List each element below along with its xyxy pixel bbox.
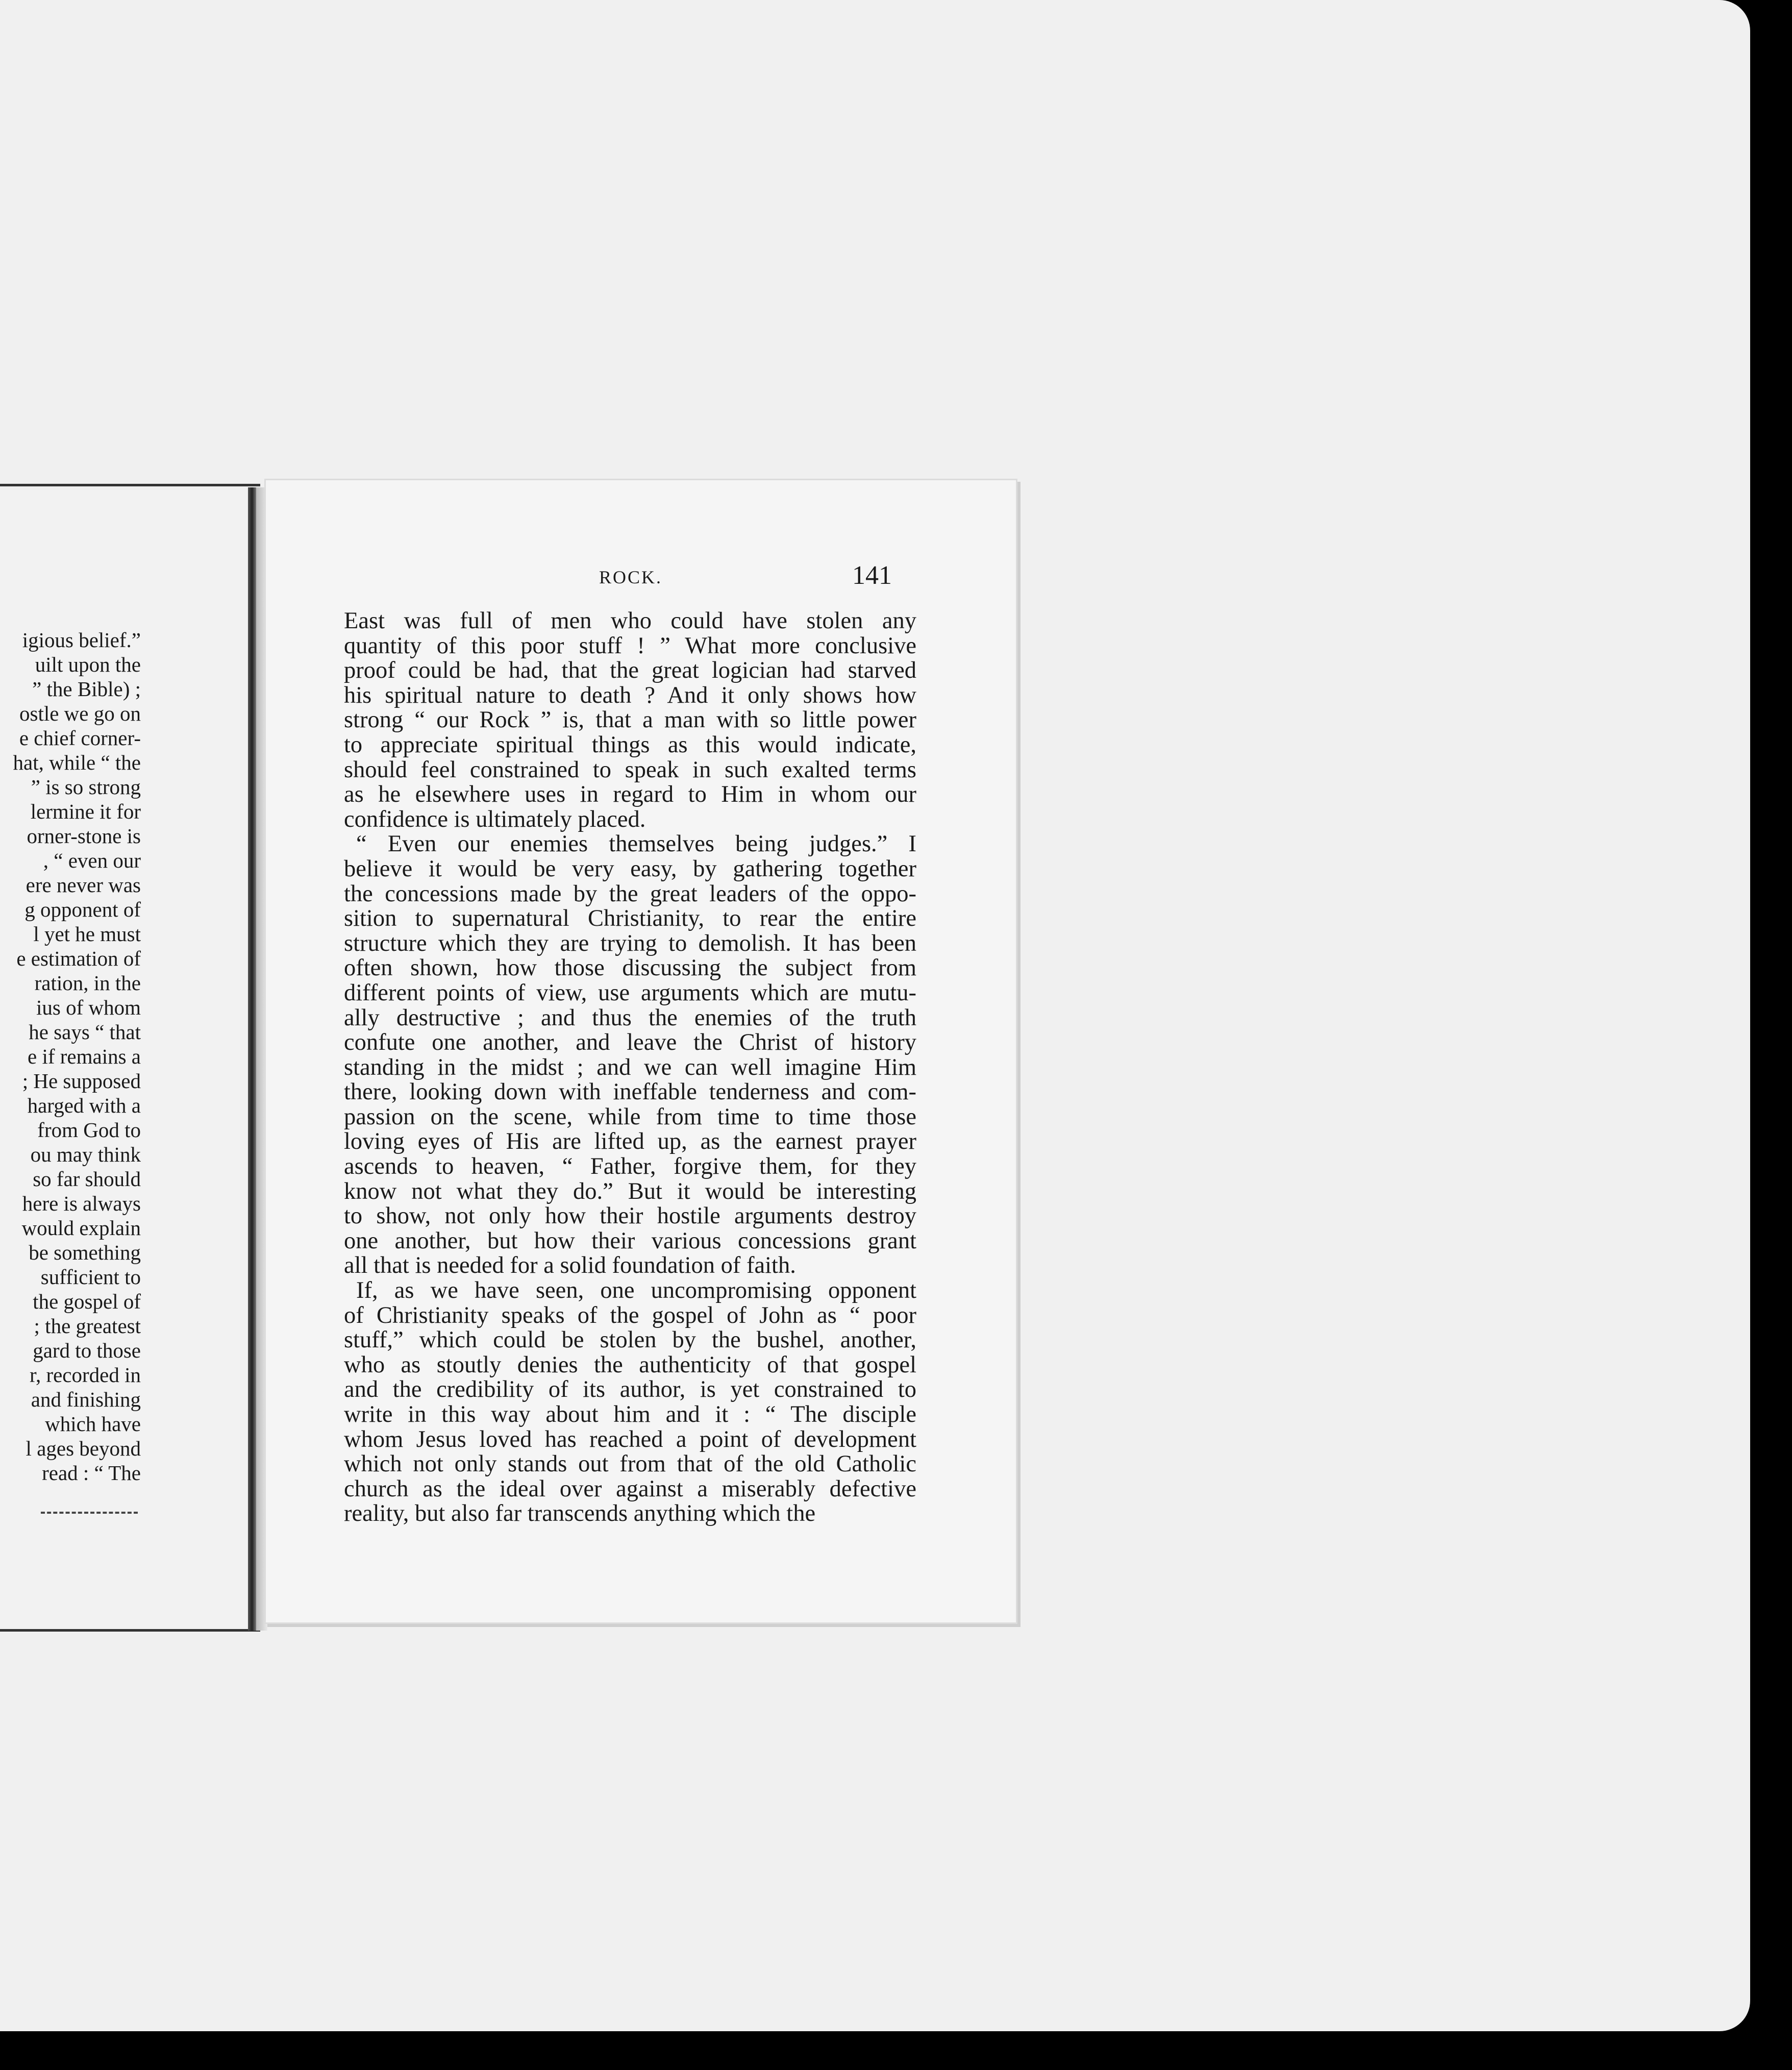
text-line: should feel constrained to speak in such exalted terms [344, 756, 916, 783]
text-line: church as the ideal over against a miserably defective [344, 1475, 916, 1502]
book-spine [248, 487, 256, 1631]
left-text-line: lermine it for [30, 800, 141, 823]
left-text-line: harged with a [27, 1094, 141, 1117]
left-text-line: ou may think [30, 1143, 141, 1166]
body-text [344, 609, 916, 1526]
text-line: confute one another, and leave the Christ of history [344, 1029, 916, 1056]
left-text-line: , “ even our [43, 849, 141, 872]
left-text-line: r, recorded in [29, 1363, 141, 1387]
text-line: East was full of men who could have stolen any [344, 608, 916, 634]
text-line: proof could be had, that the great logician had starved [344, 657, 916, 684]
left-text-line: igious belief.” [22, 628, 141, 652]
left-text-line: e chief corner- [19, 726, 141, 750]
left-text-line: l ages beyond [26, 1437, 141, 1460]
text-line: write in this way about him and it : “ The disciple [344, 1401, 916, 1427]
text-line: whom Jesus loved has reached a point of development [344, 1426, 916, 1452]
left-page-fragment [0, 490, 248, 1628]
text-line: as he elsewhere uses in regard to Him in whom our [344, 781, 916, 808]
left-text-line: uilt upon the [35, 653, 141, 676]
left-text-line: e if remains a [28, 1045, 141, 1068]
left-text-line: he says “ that [29, 1020, 141, 1044]
left-text-line: ; He supposed [22, 1069, 141, 1093]
left-text-line: hat, while “ the [13, 751, 141, 774]
running-title: ROCK. [599, 567, 663, 587]
left-text-line: ius of whom [36, 996, 141, 1019]
text-line: often shown, how those discussing the subject from [344, 955, 916, 981]
text-line: “ Even our enemies themselves being judges.” I [356, 831, 916, 857]
left-text-line: and finishing [31, 1388, 141, 1411]
text-line: different points of view, use arguments which are mutu- [344, 979, 916, 1006]
text-line: standing in the midst ; and we can well imagine Him [344, 1054, 916, 1080]
text-line: passion on the scene, while from time to time those [344, 1103, 916, 1130]
text-line: which not only stands out from that of the old Catholic [344, 1451, 916, 1477]
left-page-bottom-rule [41, 1512, 138, 1516]
text-line: quantity of this poor stuff ! ” What more conclusive [344, 632, 916, 659]
text-line: one another, but how their various concessions grant [344, 1227, 916, 1254]
text-line: of Christianity speaks of the gospel of John as “ poor [344, 1302, 916, 1328]
text-line: believe it would be very easy, by gathering together [344, 855, 916, 882]
text-line: strong “ our Rock ” is, that a man with so little power [344, 707, 916, 733]
text-line: all that is needed for a solid foundation of faith. [344, 1252, 796, 1279]
left-text-line: would explain [21, 1216, 141, 1240]
text-line: stuff,” which could be stolen by the bushel, another, [344, 1327, 916, 1353]
binding-top-edge [0, 484, 260, 486]
left-text-line: sufficient to [40, 1265, 141, 1289]
left-text-line: g opponent of [24, 898, 141, 921]
binding-bottom-edge [0, 1629, 260, 1632]
text-line: loving eyes of His are lifted up, as the earnest prayer [344, 1128, 916, 1155]
left-text-line: be something [29, 1241, 141, 1264]
text-line: ascends to heaven, “ Father, forgive them, for they [344, 1153, 916, 1180]
text-line: know not what they do.” But it would be interesting [344, 1178, 916, 1204]
left-text-line: l yet he must [33, 922, 141, 946]
text-line: sition to supernatural Christianity, to rear the entire [344, 905, 916, 932]
left-text-line: ” the Bible) ; [32, 677, 141, 701]
text-line: and the credibility of its author, is yet constrained to [344, 1376, 916, 1403]
left-text-line: read : “ The [42, 1461, 141, 1485]
left-text-line: ration, in the [34, 971, 141, 995]
text-line: confidence is ultimately placed. [344, 806, 646, 832]
left-text-line: which have [45, 1412, 141, 1436]
left-text-line: so far should [33, 1167, 141, 1191]
left-text-line: gard to those [33, 1339, 141, 1362]
left-text-line: from God to [37, 1118, 141, 1142]
text-line: reality, but also far transcends anything which the [344, 1500, 816, 1527]
left-text-line: ; the greatest [34, 1314, 141, 1338]
text-line: If, as we have seen, one uncompromising opponent [356, 1277, 916, 1304]
left-text-line: here is always [22, 1192, 141, 1215]
text-line: to show, not only how their hostile arguments destroy [344, 1203, 916, 1229]
scan-edge-mark [1782, 1373, 1792, 1403]
left-text-line: ” is so strong [31, 775, 141, 799]
right-page [264, 479, 1017, 1624]
left-text-line: ere never was [26, 873, 141, 897]
page-number: 141 [852, 561, 892, 590]
text-line: to appreciate spiritual things as this would indicate, [344, 731, 916, 758]
left-text-line: ostle we go on [19, 702, 141, 725]
text-line: ally destructive ; and thus the enemies of the truth [344, 1004, 916, 1031]
text-line: the concessions made by the great leaders of the oppo- [344, 880, 916, 907]
left-text-line: the gospel of [33, 1290, 141, 1313]
left-page-text [0, 628, 141, 1485]
text-line: there, looking down with ineffable tenderness and com- [344, 1079, 916, 1105]
left-text-line: e estimation of [16, 947, 141, 970]
text-line: structure which they are trying to demolish. It has been [344, 930, 916, 956]
text-line: who as stoutly denies the authenticity of that gospel [344, 1351, 916, 1378]
left-text-line: orner-stone is [27, 824, 141, 848]
text-line: his spiritual nature to death ? And it only shows how [344, 682, 916, 708]
